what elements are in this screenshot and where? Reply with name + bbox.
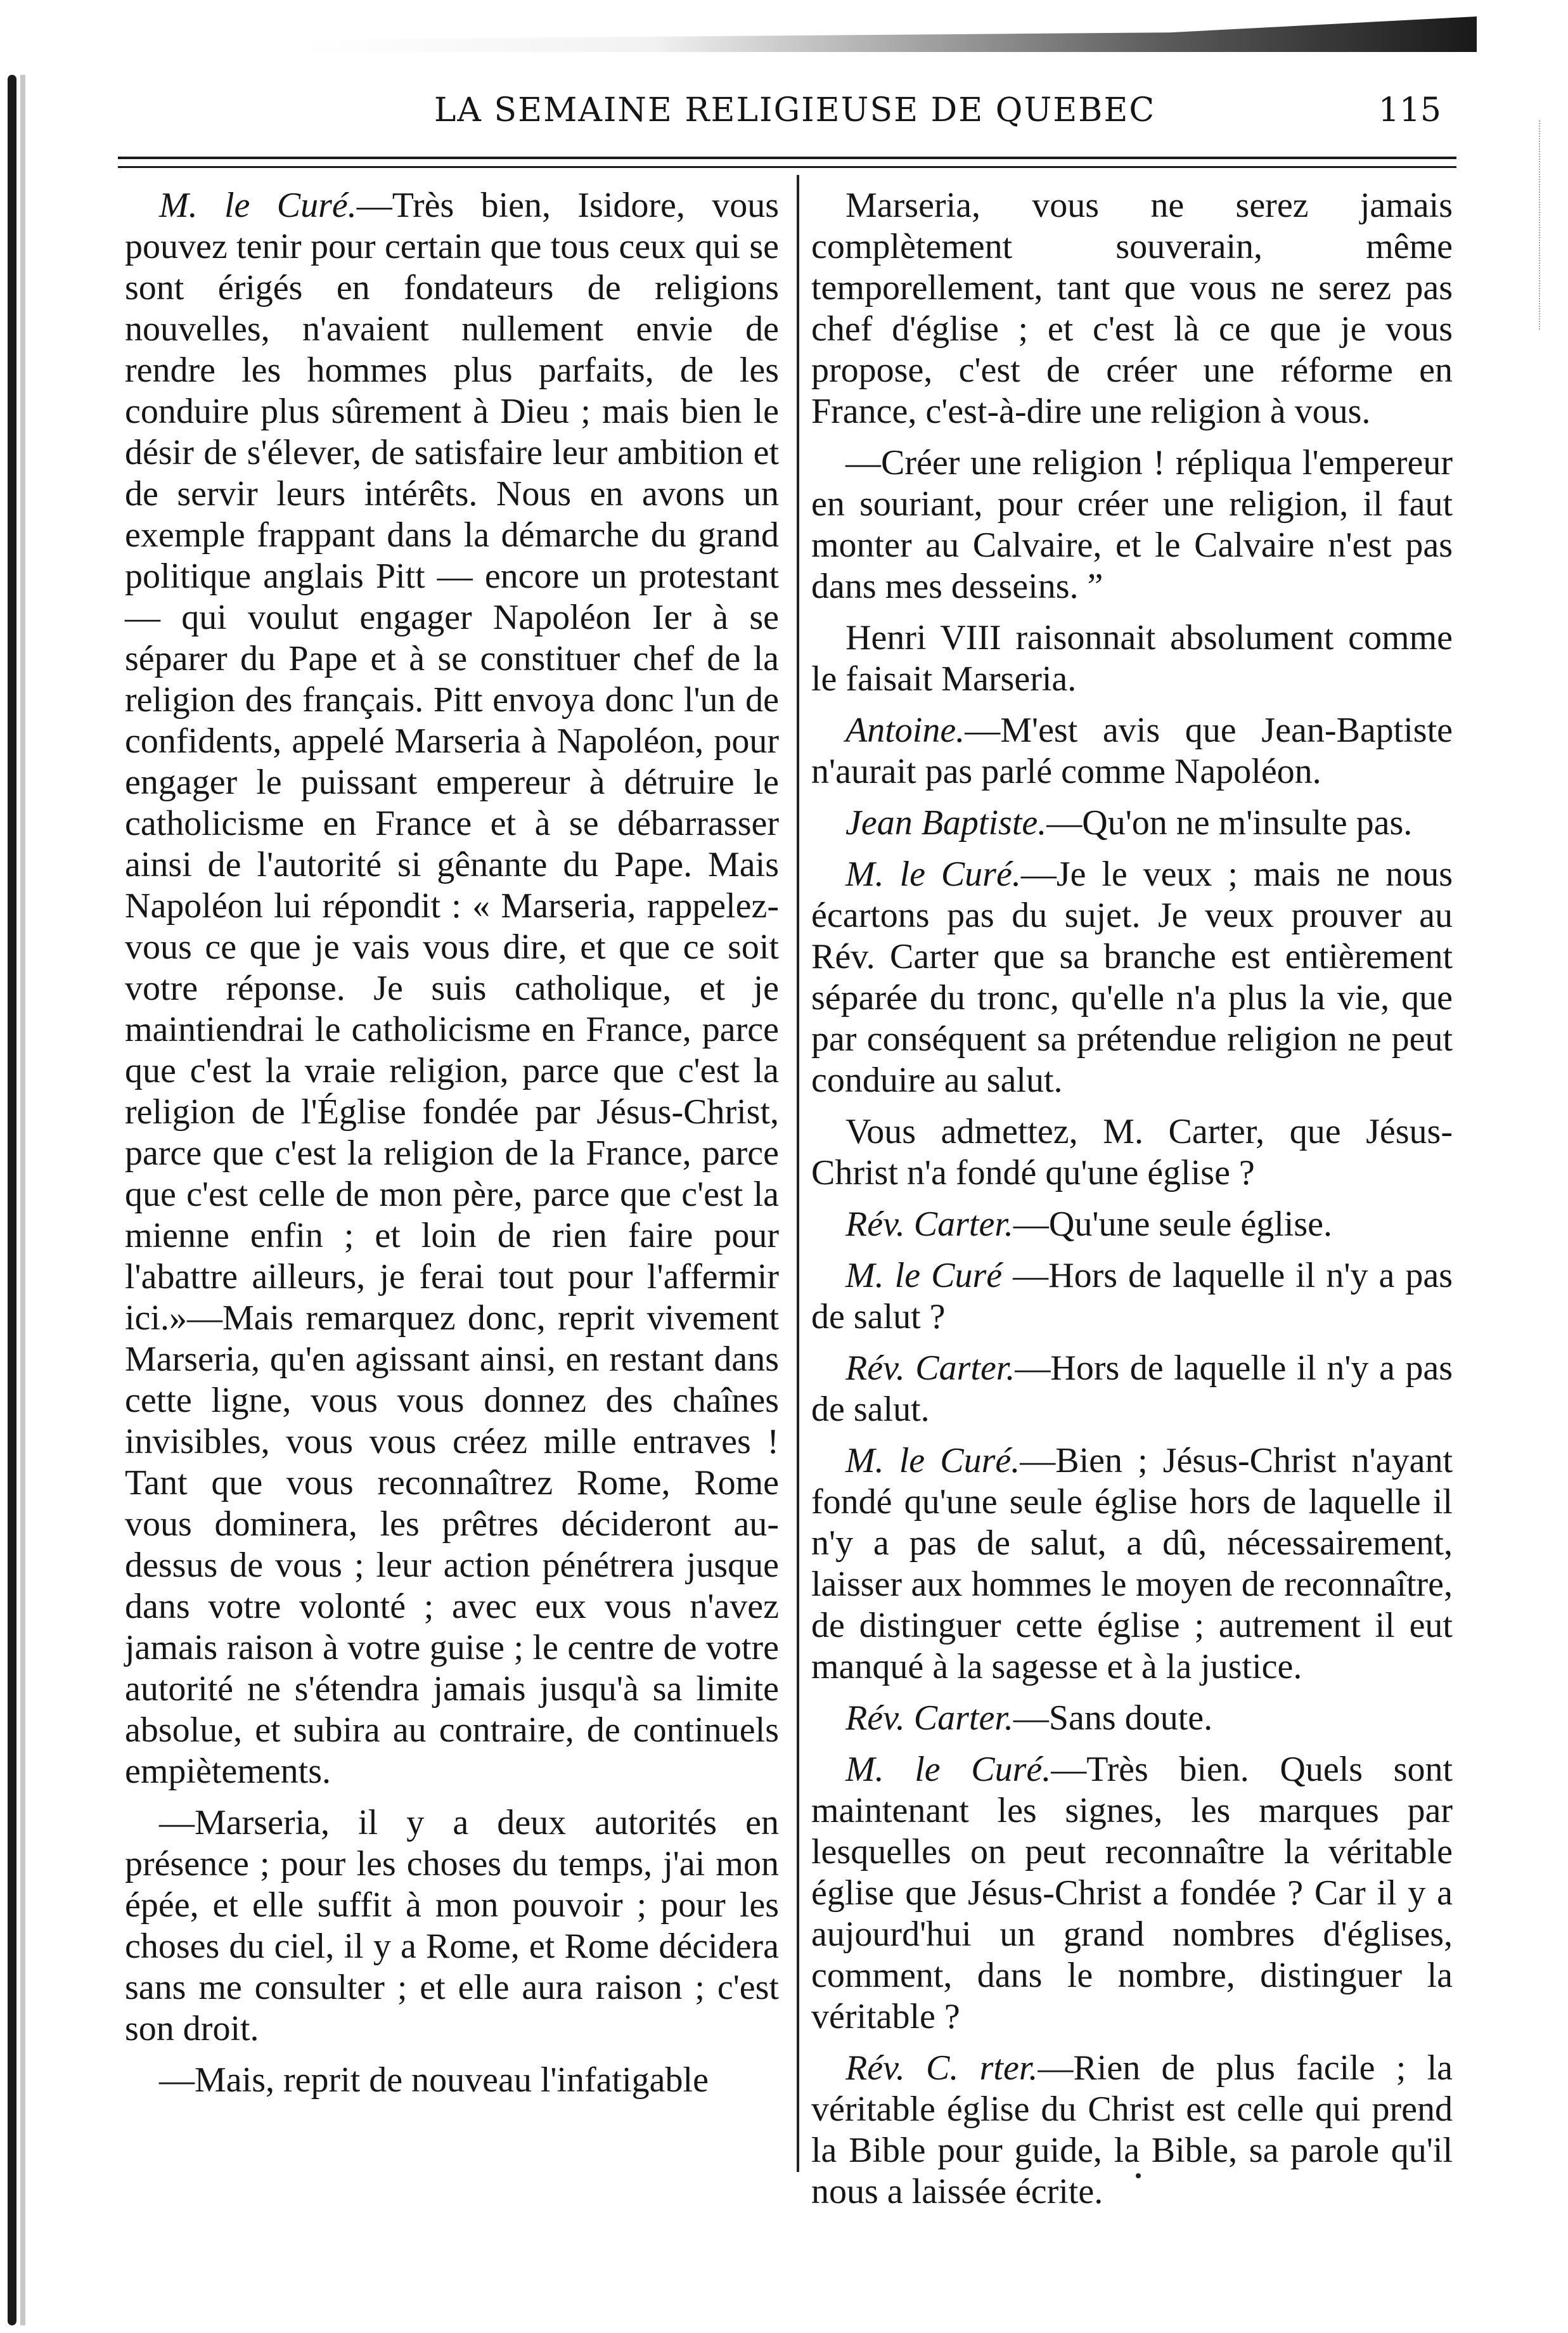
left-paragraph-3 (125, 2060, 779, 2101)
header-rule-top (118, 157, 1456, 159)
right-paragraph-8 (811, 1204, 1453, 1245)
right-paragraph-9 (811, 1255, 1453, 1338)
right-paragraph-3 (811, 617, 1453, 700)
paragraph-text: —Mais, reprit de nouveau l'infatigable (159, 2060, 709, 2100)
right-paragraph-10 (811, 1348, 1453, 1430)
left-paragraph-2 (125, 1802, 779, 2050)
paragraph-text: Marseria, vous ne serez jamais complètement souverain, même temporellement, tant que vous ne serez pas chef d'église ; et c'est là ce que je vous propose, c'est de créer une réforme en France, c'est-à-dire une religion à vous. (811, 186, 1453, 431)
speaker-label: Antoine. (845, 711, 965, 750)
paragraph-text: —Qu'une seule église. (1013, 1205, 1332, 1244)
paragraph-text: Henri VIII raisonnait absolument comme le faisait Marseria. (811, 618, 1453, 699)
right-paragraph-14 (811, 2048, 1453, 2213)
speaker-label: M. le Curé. (845, 1441, 1020, 1480)
speaker-label: Rév. Carter. (845, 1205, 1013, 1244)
speaker-label: Rév. Carter. (845, 1698, 1013, 1738)
right-paragraph-5 (811, 803, 1453, 844)
right-paragraph-1 (811, 185, 1453, 432)
paragraph-text: —M'est avis que Jean-Baptiste n'aurait pas parlé comme Napoléon. (811, 711, 1453, 791)
paragraph-text: —Hors de laquelle il n'y a pas de salut ? (811, 1256, 1453, 1336)
paragraph-text: —Très bien. Quels sont maintenant les signes, les marques par lesquelles on peut reconnaître la véritable église que Jésus-Christ a fondée ? Car il y a aujourd'hui un grand nombres d'églises, comment, dans le nombre, distinguer la véritable ? (811, 1750, 1453, 2036)
paragraph-text: —Sans doute. (1013, 1698, 1213, 1738)
paragraph-text: —Créer une religion ! répliqua l'empereur en souriant, pour créer une religion, il faut monter au Calvaire, et le Calvaire n'est pas dans mes desseins. ” (811, 443, 1453, 606)
right-paragraph-4 (811, 710, 1453, 792)
right-paragraph-11 (811, 1440, 1453, 1688)
paragraph-text: —Très bien, Isidore, vous pouvez tenir pour certain que tous ceux qui se sont érigés en fondateurs de religions nouvelles, n'avaient nullement envie de rendre les hommes plus parfaits, de les conduire plus sûrement à Dieu ; mais bien le désir de s'élever, de satisfaire leur ambition et de servir leurs intérêts. Nous en avons un exemple frappant dans la démarche du grand politique anglais Pitt — encore un protestant — qui voulut engager Napoléon Ier à se séparer du Pape et à se constituer chef de la religion des français. Pitt envoya donc l'un de confidents, appelé Marseria à Napoléon, pour engager le puissant empereur à détruire le catholicisme en France et à se débarrasser ainsi de l'autorité si gênante du Pape. Mais Napoléon lui répondit : « Marseria, rappelez-vous ce que je vais vous dire, et que ce soit votre réponse. Je suis catholique, et je maintiendrai le catholicisme en France, parce que c'est la vraie religion, parce que c'est la religion de l'Église fondée par Jésus-Christ, parce que c'est la religion de la France, parce que c'est celle de mon père, parce que c'est la mienne enfin ; et loin de rien faire pour l'abattre ailleurs, je ferai tout pour l'affermir ici.»—Mais remarquez donc, reprit vivement Marseria, qu'en agissant ainsi, en restant dans cette ligne, vous vous donnez des chaînes invisibles, vous vous créez mille entraves ! Tant que vous reconnaîtrez Rome, Rome vous dominera, les prêtres décideront au-dessus de vous ; leur action pénétrera jusque dans votre volonté ; avec eux vous n'avez jamais raison à votre guise ; le centre de votre autorité ne s'étendra jamais jusqu'à sa limite absolue, et subira au contraire, de continuels empiètements. (125, 186, 780, 1791)
paragraph-text: Vous admettez, M. Carter, que Jésus-Christ n'a fondé qu'une église ? (811, 1112, 1453, 1192)
left-paragraph-1 (125, 185, 779, 1792)
right-paragraph-7 (811, 1111, 1453, 1194)
right-paragraph-12 (811, 1698, 1453, 1739)
left-binding-shadow (20, 75, 25, 2325)
running-head: LA SEMAINE RELIGIEUSE DE QUEBEC (434, 91, 1156, 129)
right-paragraph-2 (811, 443, 1453, 607)
header-rule-bottom (118, 166, 1456, 168)
speaker-label: M. le Curé (845, 1256, 1003, 1295)
page-header (142, 91, 1448, 136)
right-paragraph-6 (811, 854, 1453, 1101)
left-column (125, 185, 779, 2101)
paragraph-text: —Rien de plus facile ; la véritable église du Christ est celle qui prend la Bible pour guide, la Bible, sa parole qu'il nous a laissée écrite. (811, 2048, 1453, 2211)
speaker-label: Rév. C. rter. (845, 2048, 1038, 2088)
ink-dot (1136, 2173, 1141, 2178)
column-divider (797, 175, 799, 2172)
speaker-label: M. le Curé. (845, 855, 1021, 894)
right-paragraph-13 (811, 1749, 1453, 2038)
top-ink-edge (298, 8, 1477, 52)
right-margin-dots (1539, 120, 1546, 330)
paragraph-text: —Bien ; Jésus-Christ n'ayant fondé qu'une seule église hors de laquelle il n'y a pas de salut, a dû, nécessairement, laisser aux hommes le moyen de reconnaître, de distinguer cette église ; autrement il eut manqué à la sagesse et à la justice. (811, 1441, 1453, 1686)
page-number: 115 (1378, 91, 1441, 129)
left-binding-edge (8, 75, 16, 2325)
paragraph-text: —Je le veux ; mais ne nous écartons pas du sujet. Je veux prouver au Rév. Carter que sa branche est entièrement séparée du tronc, qu'elle n'a plus la vie, que par conséquent sa prétendue religion ne peut conduire au salut. (811, 855, 1453, 1100)
speaker-label: Jean Baptiste. (845, 803, 1047, 843)
paragraph-text: —Qu'on ne m'insulte pas. (1046, 803, 1413, 843)
paragraph-text: —Hors de laquelle il n'y a pas de salut. (811, 1348, 1453, 1429)
speaker-label: M. le Curé. (845, 1750, 1051, 1789)
speaker-label: Rév. Carter. (845, 1348, 1015, 1388)
speaker-label: M. le Curé. (159, 186, 357, 225)
paragraph-text: —Marseria, il y a deux autorités en présence ; pour les choses du temps, j'ai mon épée, et elle suffit à mon pouvoir ; pour les choses du ciel, il y a Rome, et Rome décidera sans me consulter ; et elle aura raison ; c'est son droit. (125, 1803, 779, 2048)
right-column (811, 185, 1453, 2213)
